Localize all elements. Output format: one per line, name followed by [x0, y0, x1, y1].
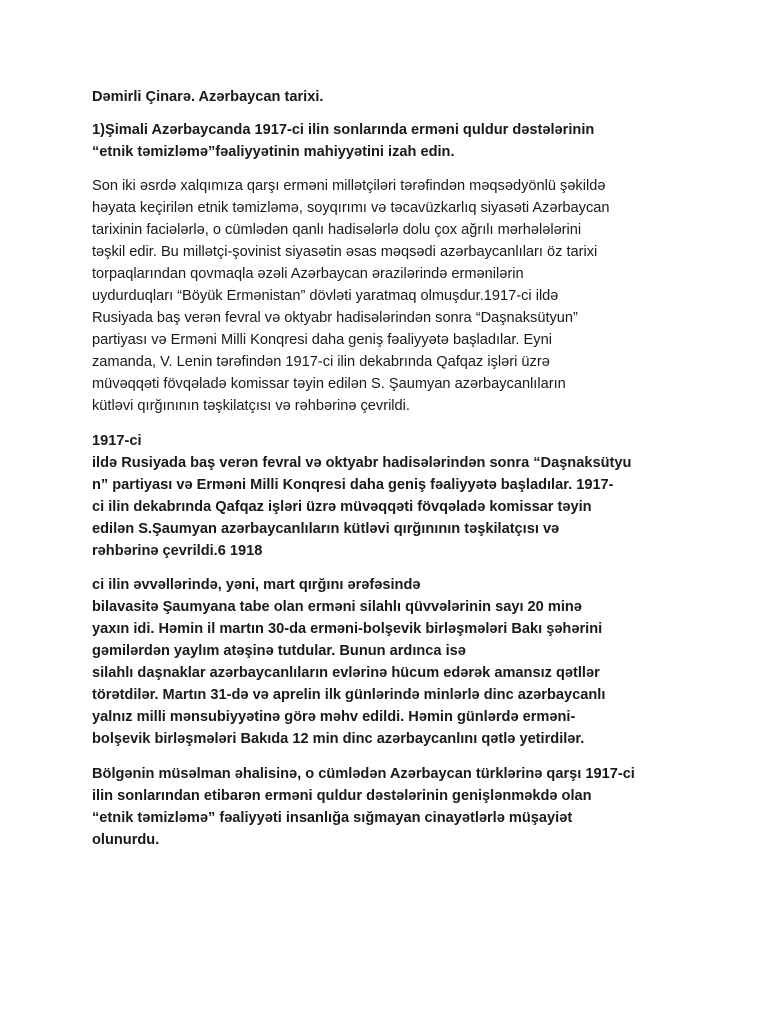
- document-title: Dəmirli Çinarə. Azərbaycan tarixi.: [92, 89, 324, 105]
- paragraph-line: təşkil edir. Bu millətçi-şovinist siyasətin əsas məqsədi azərbaycanlıları öz tarixi: [92, 244, 598, 260]
- paragraph-line: rəhbərinə çevrildi.6 1918: [92, 543, 263, 559]
- paragraph-line: müvəqqəti fövqəladə komissar təyin edilən S. Şaumyan azərbaycanlıların: [92, 376, 566, 392]
- paragraph-line: törətdilər. Martın 31-də və aprelin ilk günlərində minlərlə dinc azərbaycanlı: [92, 687, 606, 703]
- paragraph-line: n” partiyası və Erməni Milli Konqresi daha geniş fəaliyyətə başladılar. 1917-: [92, 477, 614, 493]
- paragraph-line: Bölgənin müsəlman əhalisinə, o cümlədən Azərbaycan türklərinə qarşı 1917-ci: [92, 766, 635, 782]
- paragraph-line: torpaqlarından qovmaqla əzəli Azərbaycan ərazilərində ermənilərin: [92, 266, 524, 282]
- paragraph-line: ci ilin dekabrında Qafqaz işləri üzrə müvəqqəti fövqəladə komissar təyin: [92, 499, 592, 515]
- paragraph-line: tarixinin faciələrlə, o cümlədən qanlı hadisələrlə dolu çox ağrılı mərhələlərini: [92, 222, 582, 238]
- question-line: “etnik təmizləmə”fəaliyyətinin mahiyyətini izah edin.: [92, 144, 455, 160]
- paragraph-line: bilavasitə Şaumyana tabe olan erməni silahlı qüvvələrinin sayı 20 minə: [92, 599, 582, 615]
- paragraph-line: yalnız milli mənsubiyyətinə görə məhv edildi. Həmin günlərdə erməni-: [92, 709, 576, 725]
- paragraph-line: uydurduqları “Böyük Ermənistan” dövləti yaratmaq olmuşdur.1917-ci ildə: [92, 288, 559, 304]
- paragraph-line: ilin sonlarından etibarən erməni quldur dəstələrinin genişlənməkdə olan: [92, 788, 592, 804]
- paragraph-line: bolşevik birləşmələri Bakıda 12 min dinc azərbaycanlını qətlə yetirdilər.: [92, 731, 585, 747]
- paragraph-line: olunurdu.: [92, 832, 160, 848]
- paragraph-line: “etnik təmizləmə” fəaliyyəti insanlığa sığmayan cinayətlərlə müşayiət: [92, 810, 573, 826]
- paragraph-line: yaxın idi. Həmin il martın 30-da erməni-bolşevik birləşmələri Bakı şəhərini: [92, 621, 603, 637]
- paragraph-line: Son iki əsrdə xalqımıza qarşı erməni millətçiləri tərəfindən məqsədyönlü şəkildə: [92, 178, 606, 194]
- paragraph-line: Rusiyada baş verən fevral və oktyabr hadisələrindən sonra “Daşnaksütyun”: [92, 310, 578, 326]
- paragraph-line: gəmilərdən yaylım atəşinə tutdular. Bunun ardınca isə: [92, 643, 466, 659]
- paragraph-line: ildə Rusiyada baş verən fevral və oktyabr hadisələrindən sonra “Daşnaksütyu: [92, 455, 632, 471]
- paragraph-line: 1917-ci: [92, 433, 142, 449]
- paragraph-line: kütləvi qırğınının təşkilatçısı və rəhbərinə çevrildi.: [92, 398, 410, 414]
- paragraph-line: həyata keçirilən etnik təmizləmə, soyqırımı və təcavüzkarlıq siyasəti Azərbaycan: [92, 200, 610, 216]
- paragraph-line: ci ilin əvvəllərində, yəni, mart qırğını ərəfəsində: [92, 577, 421, 593]
- paragraph-line: zamanda, V. Lenin tərəfindən 1917-ci ilin dekabrında Qafqaz işləri üzrə: [92, 354, 550, 370]
- question-line: 1)Şimali Azərbaycanda 1917-ci ilin sonlarında erməni quldur dəstələrinin: [92, 122, 595, 138]
- paragraph-line: edilən S.Şaumyan azərbaycanlıların kütləvi qırğınının təşkilatçısı və: [92, 521, 560, 537]
- paragraph-line: silahlı daşnaklar azərbaycanlıların evlərinə hücum edərək amansız qətllər: [92, 665, 600, 681]
- paragraph-line: partiyası və Erməni Milli Konqresi daha geniş fəaliyyətə başladılar. Eyni: [92, 332, 552, 348]
